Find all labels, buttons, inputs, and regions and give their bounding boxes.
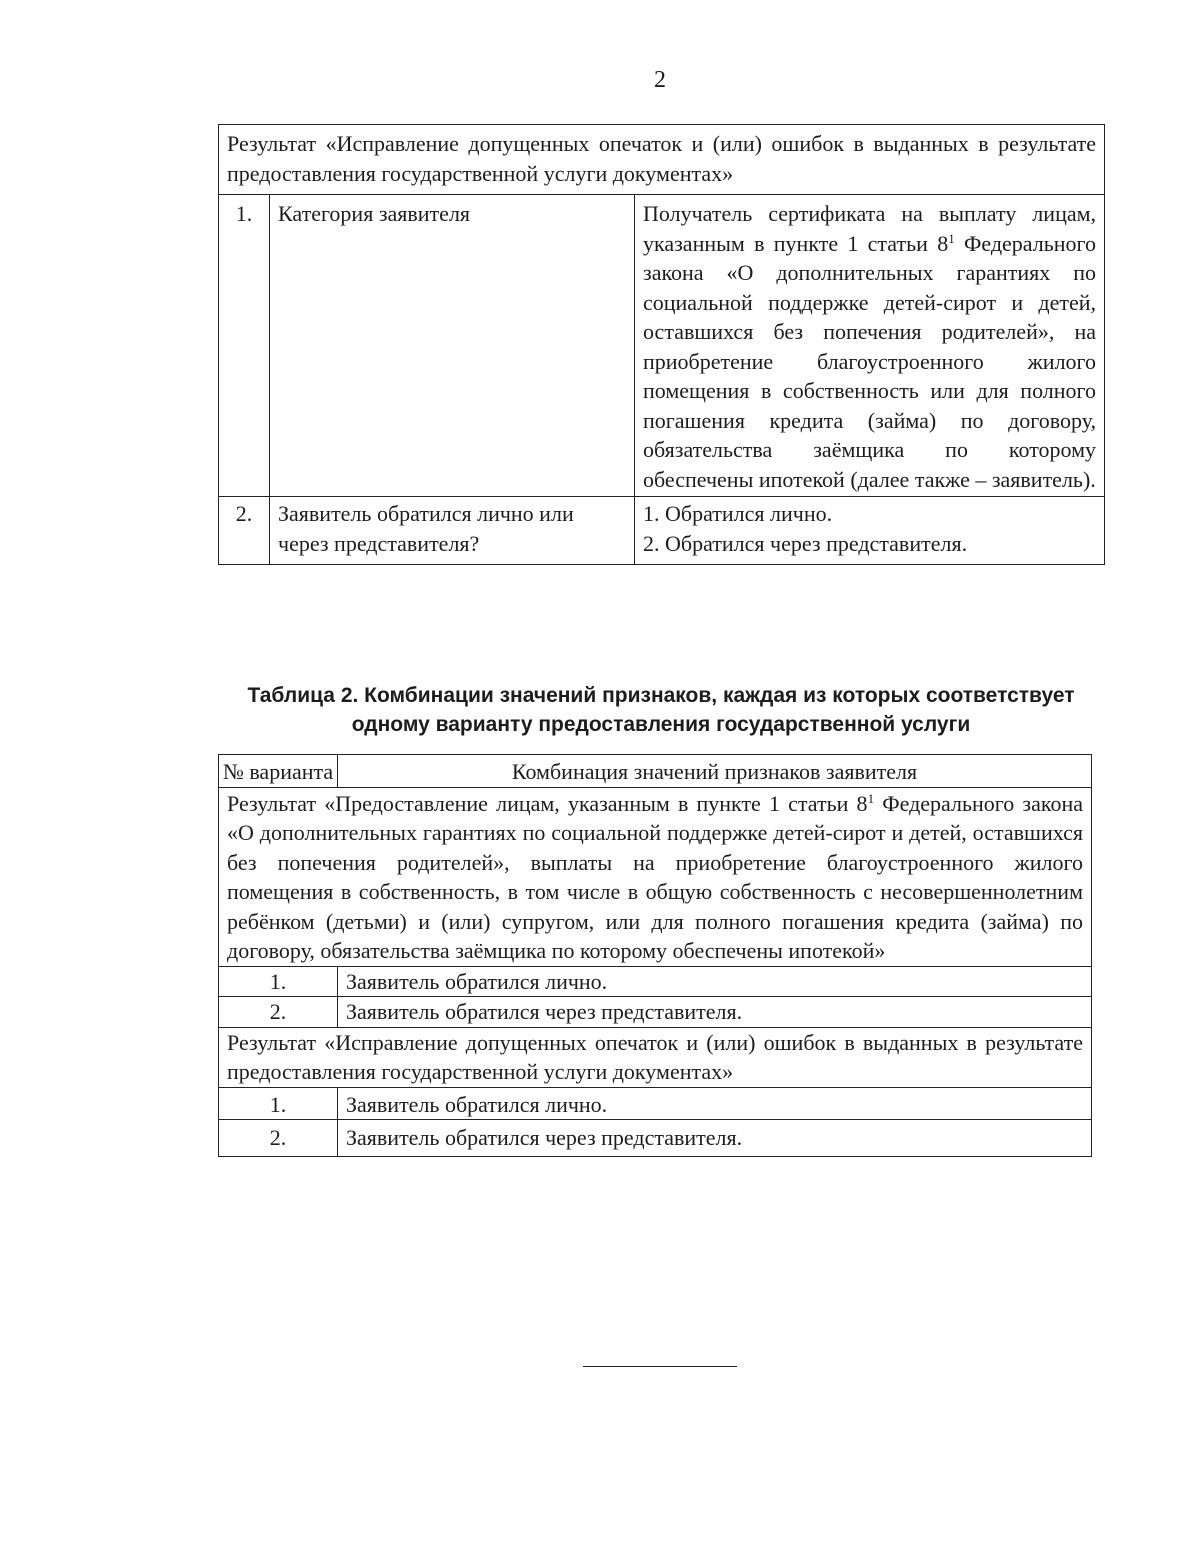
variant-text: Заявитель обратился лично.	[338, 1087, 1092, 1120]
attribute-value-text-rest: Федерального закона «О дополнительных гарантиях по социальной поддержке детей-сирот и детей, оставшихся без попечения родителей», на приобретение благоустроенного жилого помещения в собственность или для полного погашения кредита (займа) по договору, обязательства заёмщика по которому обеспечены ипотекой (далее также – заявитель).	[643, 230, 1097, 492]
result-header-text: Результат «Исправление допущенных опечаток и (или) ошибок в выданных в результате предоставления государственной услуги документах»	[227, 131, 1097, 186]
variants-table	[218, 754, 1092, 1157]
result-group-header	[219, 787, 1092, 966]
table-row	[219, 1120, 1092, 1157]
table-row	[219, 195, 1105, 497]
table-row	[219, 1087, 1092, 1120]
result-text: Результат «Исправление допущенных опечаток и (или) ошибок в выданных в результате предоставления государственной услуги документах»	[227, 1029, 1083, 1084]
attribute-label: Заявитель обратился лично или через представителя?	[270, 497, 635, 565]
page-number: 2	[654, 67, 666, 93]
result-text: Результат «Предоставление лицам, указанным в пункте 1 статьи 8	[227, 790, 868, 816]
table-caption: Таблица 2. Комбинации значений признаков, каждая из которых соответствует одному варианту предоставления государственной услуги	[247, 684, 1075, 736]
variant-text: Заявитель обратился лично.	[338, 966, 1092, 997]
attribute-label: Категория заявителя	[270, 195, 635, 497]
row-number: 2.	[219, 497, 270, 565]
attributes-table	[218, 124, 1105, 565]
row-number: 1.	[219, 195, 270, 497]
table-row	[219, 125, 1105, 195]
variant-text: Заявитель обратился через представителя.	[338, 997, 1092, 1028]
superscript: 1	[867, 790, 875, 806]
table-row	[219, 787, 1092, 966]
result-header-cell	[219, 125, 1105, 195]
variant-text: Заявитель обратился через представителя.	[338, 1120, 1092, 1157]
variant-number: 1.	[219, 966, 338, 997]
result-text-rest: Федерального закона «О дополнительных гарантиях по социальной поддержке детей-сирот и детей, оставшихся без попечения родителей», выплаты на приобретение благоустроенного жилого помещения в собственность, в том числе в общую собственность с несовершеннолетним ребёнком (детьми) и (или) супругом, или для полного погашения кредита (займа) по договору, обязательства заёмщика по которому обеспечены ипотекой»	[227, 790, 1083, 963]
footer-divider	[583, 1366, 737, 1367]
table-header-row	[219, 755, 1092, 788]
column-header-combination: Комбинация значений признаков заявителя	[338, 755, 1092, 788]
table-row	[219, 997, 1092, 1028]
variant-number: 1.	[219, 1087, 338, 1120]
variant-number: 2.	[219, 1120, 338, 1157]
table-row	[219, 966, 1092, 997]
column-header-variant: № варианта	[219, 755, 338, 788]
result-group-header	[219, 1027, 1092, 1087]
option-item: 1. Обратился лично.	[643, 501, 833, 526]
option-item: 2. Обратился через представителя.	[643, 530, 968, 556]
table-row	[219, 1027, 1092, 1087]
attribute-value	[635, 195, 1105, 497]
table-row	[219, 497, 1105, 565]
variant-number: 2.	[219, 997, 338, 1028]
attribute-options	[635, 497, 1105, 565]
superscript: 1	[948, 230, 955, 246]
attribute-value-text: Получатель сертификата на выплату лицам, указанным в пункте 1 статьи 8	[643, 201, 1097, 256]
